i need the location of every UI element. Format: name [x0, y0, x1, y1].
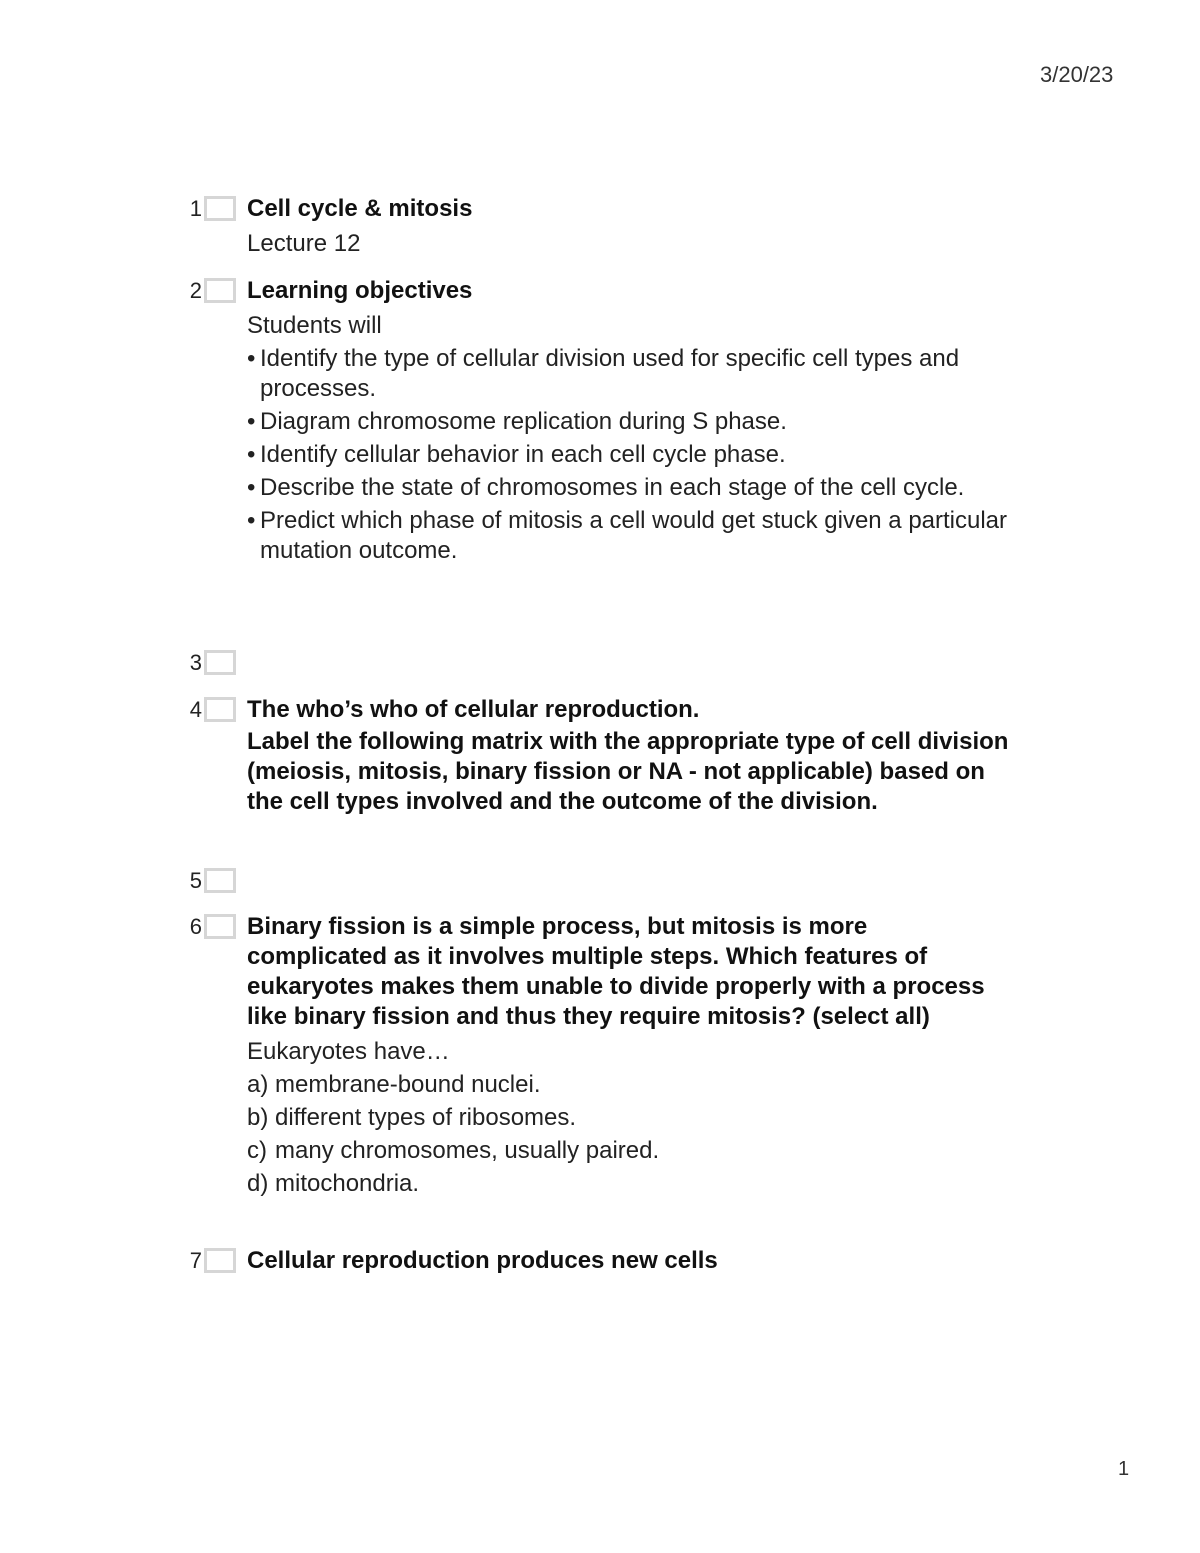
list-item: • Identify cellular behavior in each cell cycle phase.: [247, 441, 786, 468]
slide-notes: [247, 912, 1007, 1199]
slide-instructions: Label the following matrix with the appropriate type of cell division (meiosis, mitosis, binary fission or NA - not applicable) based on the cell types involved and the outcome of the division.: [247, 728, 1009, 815]
list-item: d) mitochondria.: [247, 1170, 420, 1197]
slide-number: 7: [189, 1248, 202, 1273]
slide-number: 4: [189, 697, 202, 722]
slide-thumbnail[interactable]: [204, 868, 236, 893]
slide-thumbnail[interactable]: [204, 914, 236, 939]
list-item: • Identify the type of cellular division used for specific cell types and processes.: [247, 345, 960, 402]
objectives-list: [247, 344, 1047, 566]
slide-subtitle: Lecture 12: [247, 230, 361, 257]
slide-number: 1: [189, 196, 202, 221]
bullet-icon: •: [247, 345, 256, 372]
list-item: a) membrane-bound nuclei.: [247, 1071, 541, 1098]
answer-options: [247, 1070, 1007, 1199]
slide-text: Students will: [247, 312, 382, 339]
list-item: • Describe the state of chromosomes in each stage of the cell cycle.: [247, 474, 965, 501]
slide-title: Cell cycle & mitosis: [247, 195, 473, 222]
page-number: 1: [1118, 1458, 1130, 1480]
slide-notes: [247, 1246, 1047, 1276]
slide-thumbnail[interactable]: [204, 650, 236, 675]
slide-number: 3: [189, 650, 202, 675]
slide-thumbnail[interactable]: [204, 697, 236, 722]
slide-text: Eukaryotes have…: [247, 1038, 450, 1065]
list-item: b) different types of ribosomes.: [247, 1104, 577, 1131]
list-item: • Diagram chromosome replication during S phase.: [247, 408, 787, 435]
slide-title: Learning objectives: [247, 277, 473, 304]
slide-notes: [247, 194, 1047, 259]
list-item: • Predict which phase of mitosis a cell would get stuck given a particular mutation outcome.: [247, 507, 1008, 564]
slide-number: 5: [189, 868, 202, 893]
slide-number: 2: [189, 278, 202, 303]
list-item: c) many chromosomes, usually paired.: [247, 1137, 660, 1164]
slide-title: Cellular reproduction produces new cells: [247, 1247, 718, 1274]
date-header: 3/20/23: [1040, 62, 1114, 87]
bullet-icon: •: [247, 507, 256, 534]
slide-notes: [247, 276, 1047, 566]
slide-thumbnail[interactable]: [204, 196, 236, 221]
slide-thumbnail[interactable]: [204, 278, 236, 303]
bullet-icon: •: [247, 441, 256, 468]
slide-notes: [247, 695, 1027, 817]
bullet-icon: •: [247, 474, 256, 501]
slide-title: The who’s who of cellular reproduction.: [247, 696, 700, 723]
slide-number: 6: [189, 914, 202, 939]
slide-thumbnail[interactable]: [204, 1248, 236, 1273]
slide-question: Binary fission is a simple process, but mitosis is more complicated as it involves multiple steps. Which features of eukaryotes makes them unable to divide properly with a process like binary fission and thus they require mitosis? (select all): [247, 913, 985, 1030]
bullet-icon: •: [247, 408, 256, 435]
